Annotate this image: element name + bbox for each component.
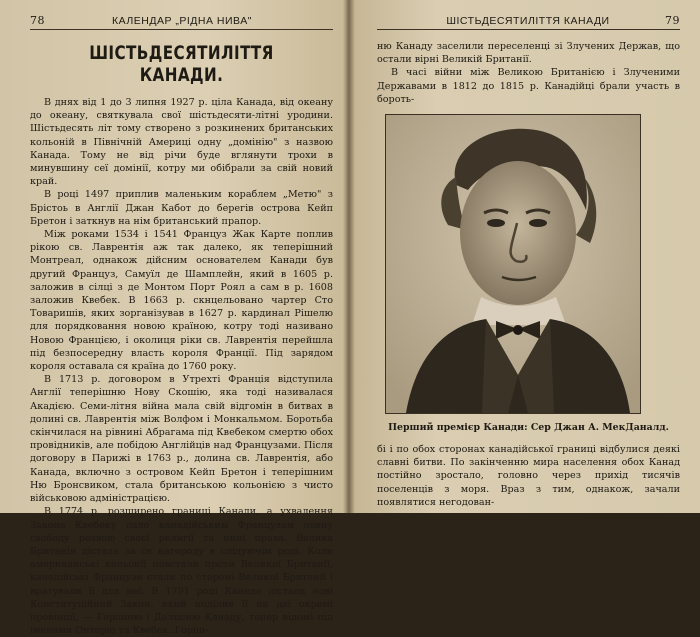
- left-running-title: КАЛЕНДАР „РІДНА НИВА": [112, 15, 252, 27]
- paragraph: В 1774 р. розширено границі Канади, а ухвалення Закона Квебеку дало канадійським Французам повну свободу розвою своєї религії та иниї права. Велика Британія дістала за се нагороду в слідуючім році. Коли американські кольонії повстали проти Великої Британії, канадійські Французи стали по стороні Великої Британії і вратували її для неї. В 1791 році Канада дістала нові Конституційний Закон, який поділив її на дві окремі провінції, — Горішню і Долішню Канаду, тепер відомі під іменами Онтеріо та Квебек. Горіш-: [30, 506, 333, 637]
- right-bottom-text: [377, 443, 680, 509]
- paragraph: В році 1497 приплив маленьким кораблем „Метю" з Брістоь в Англії Джан Кабот до берегів острова Кейп Бретон і заткнув на нім британський прапор.: [30, 189, 333, 227]
- paragraph: В часі війни між Великою Британією і Злученими Державами в 1812 до 1815 р. Канадійці брали участь в бороть-: [377, 67, 680, 105]
- book-gutter: [343, 0, 355, 513]
- paragraph: Між роками 1534 і 1541 Француз Жак Карте поплив рікою св. Лаврентія аж так далеко, як теперішний Монтреал, однакож дійсним основателем Канади був другий Француз, Самуїл де Шамплейн, який в 1605 р. заложив в сілці з де Монтом Порт Роял а сам в р. 1608 заложив Квебек. В 1663 р. скнцельовано чартер Сто Товаришів, яких зорганізував в 1627 р. кардинал Рішелю для порядковання новою країною, котру тоді називано Новою Францією, і околиця ріки св. Лаврентія перейшла під безпосередну власть короля Франції. Під зарядом короля оставала ся країна до 1760 року.: [30, 229, 333, 373]
- left-page-number: 78: [30, 14, 45, 27]
- paragraph: В 1713 р. договором в Утрехті Франція відступила Англії теперішню Нову Скошію, яка тоді називалася Акадією. Семи-літня війна мала свій відгомін в битвах в долині св. Лаврентія між Волфом і Монкальмом. Боротьба скінчилася на рівнині Абрагама під Квебеком смертю обох провідників, але побідою Англійців над Французами. Після договору в Парижі в 1763 р., долина св. Лаврентія, або Канада, включно з островом Кейп Бретон і теперішним Ню Бронсвиком, стала британською кольонією з чисто військовою адміністрацією.: [30, 374, 333, 505]
- article-title: ШІСТЬДЕСЯТИЛІТТЯ КАНАДИ.: [89, 42, 274, 86]
- right-running-title: ШІСТЬДЕСЯТИЛІТТЯ КАНАДИ: [446, 15, 610, 27]
- right-page: [347, 0, 700, 513]
- left-running-header: [30, 14, 333, 30]
- paragraph: ню Канаду заселили переселенці зі Злучених Держав, що остали вірні Великій Британії.: [377, 41, 680, 66]
- portrait-photo: [385, 114, 641, 414]
- portrait-illustration: [386, 115, 640, 413]
- right-page-number: 79: [665, 14, 680, 27]
- paragraph: бі і по обох сторонах канадійської границі відбулися деякі славні битви. По закінченню мира населення обох Канад постійно зростало, головно через прихід тисячів поселенців з моря. Враз з тим, однакож, зачали появлятися негодован-: [377, 444, 680, 508]
- paragraph: В днях від 1 до 3 липня 1927 р. ціла Канада, від океану до океану, святкувала свої шістьдесяти-літні уродини. Шістьдесять літ тому створено з розкинених британських кольоній в Північній Америці одну „домінію" з назвою Канада. Тому не від річи буде вглянути трохи в минувшину сеї домінії, котру ми обібрали за свій новий край.: [30, 97, 333, 188]
- right-top-text: [377, 40, 680, 106]
- left-body-text: [30, 96, 333, 637]
- portrait-caption: Перший премієр Канади: Сер Джан А. МекДаналд.: [388, 422, 669, 434]
- left-page: [0, 0, 347, 637]
- right-running-header: [377, 14, 680, 30]
